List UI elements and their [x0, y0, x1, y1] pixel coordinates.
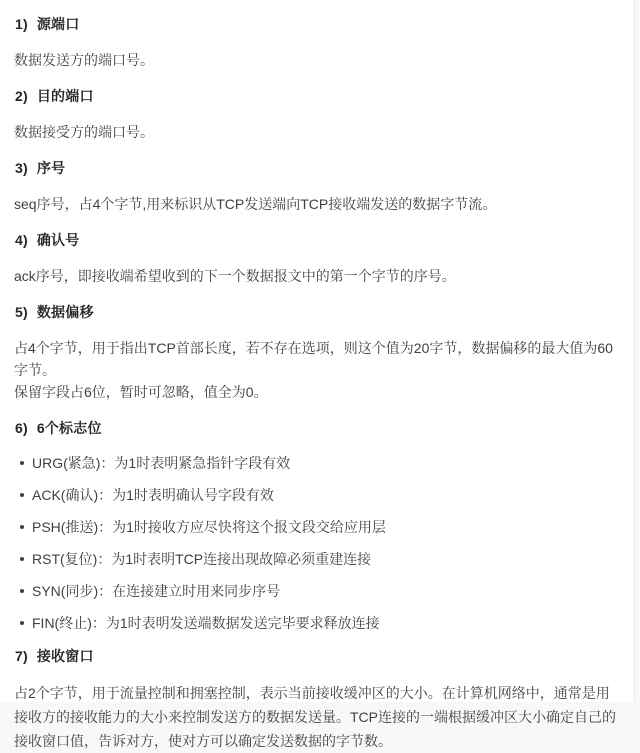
section-heading-dest-port — [14, 85, 620, 107]
flag-item-label: RST(复位)：为1时表明TCP连接出现故障必须重建连接 — [32, 551, 372, 567]
flag-item-syn — [14, 581, 620, 601]
section-heading-seq — [14, 157, 620, 179]
section-body-ack: ack序号，即接收端希望收到的下一个数据报文中的第一个字节的序号。 — [14, 268, 456, 284]
section-body-data-offset — [14, 337, 620, 403]
section-number: 7) — [15, 648, 28, 664]
section-number: 5) — [15, 304, 28, 320]
flag-item-label: URG(紧急)：为1时表明紧急指针字段有效 — [32, 455, 291, 471]
bullet-icon — [20, 493, 24, 497]
flag-item-fin — [14, 613, 620, 633]
section-heading-data-offset — [14, 301, 620, 323]
bullet-icon — [20, 589, 24, 593]
section-title: 6个标志位 — [36, 420, 102, 436]
section-title: 序号 — [36, 160, 66, 176]
bullet-icon — [20, 461, 24, 465]
section-title: 确认号 — [36, 232, 80, 248]
flag-list — [14, 453, 620, 633]
section-heading-source-port — [14, 13, 620, 35]
bullet-icon — [20, 557, 24, 561]
section-body-dest-port: 数据接受方的端口号。 — [14, 124, 154, 140]
bullet-icon — [20, 621, 24, 625]
section-number: 6) — [15, 420, 28, 436]
flag-item-ack — [14, 485, 620, 505]
body-line-2: 保留字段占6位，暂时可忽略，值全为0。 — [14, 384, 268, 400]
section-title: 接收窗口 — [36, 648, 94, 664]
section-body-source-port: 数据发送方的端口号。 — [14, 52, 154, 68]
flag-item-urg — [14, 453, 620, 473]
flag-item-label: PSH(推送)：为1时接收方应尽快将这个报文段交给应用层 — [32, 519, 386, 535]
section-title: 目的端口 — [36, 88, 94, 104]
section-title: 源端口 — [36, 16, 80, 32]
flag-item-label: ACK(确认)：为1时表明确认号字段有效 — [32, 487, 274, 503]
flag-item-rst — [14, 549, 620, 569]
section-heading-recv-window — [14, 645, 620, 667]
section-title: 数据偏移 — [36, 304, 94, 320]
section-heading-flags — [14, 417, 620, 439]
body-line-1: 占4个字节，用于指出TCP首部长度，若不存在选项，则这个值为20字节，数据偏移的最大值为60字节。 — [14, 340, 613, 378]
section-number: 1) — [15, 16, 28, 32]
section-body-seq: seq序号，占4个字节,用来标识从TCP发送端向TCP接收端发送的数据字节流。 — [14, 196, 497, 212]
flag-item-label: SYN(同步)：在连接建立时用来同步序号 — [32, 583, 281, 599]
section-heading-ack — [14, 229, 620, 251]
section-number: 4) — [15, 232, 28, 248]
section-number: 3) — [15, 160, 28, 176]
section-number: 2) — [15, 88, 28, 104]
flag-item-psh — [14, 517, 620, 537]
section-body-recv-window: 占2个字节，用于流量控制和拥塞控制，表示当前接收缓冲区的大小。在计算机网络中，通常是用接收方的接收能力的大小来控制发送方的数据发送量。TCP连接的一端根据缓冲区大小确定自己的接收窗口值，告诉对方，使对方可以确定发送数据的字节数。 — [14, 685, 616, 749]
bullet-icon — [20, 525, 24, 529]
flag-item-label: FIN(终止)：为1时表明发送端数据发送完毕要求释放连接 — [32, 615, 380, 631]
